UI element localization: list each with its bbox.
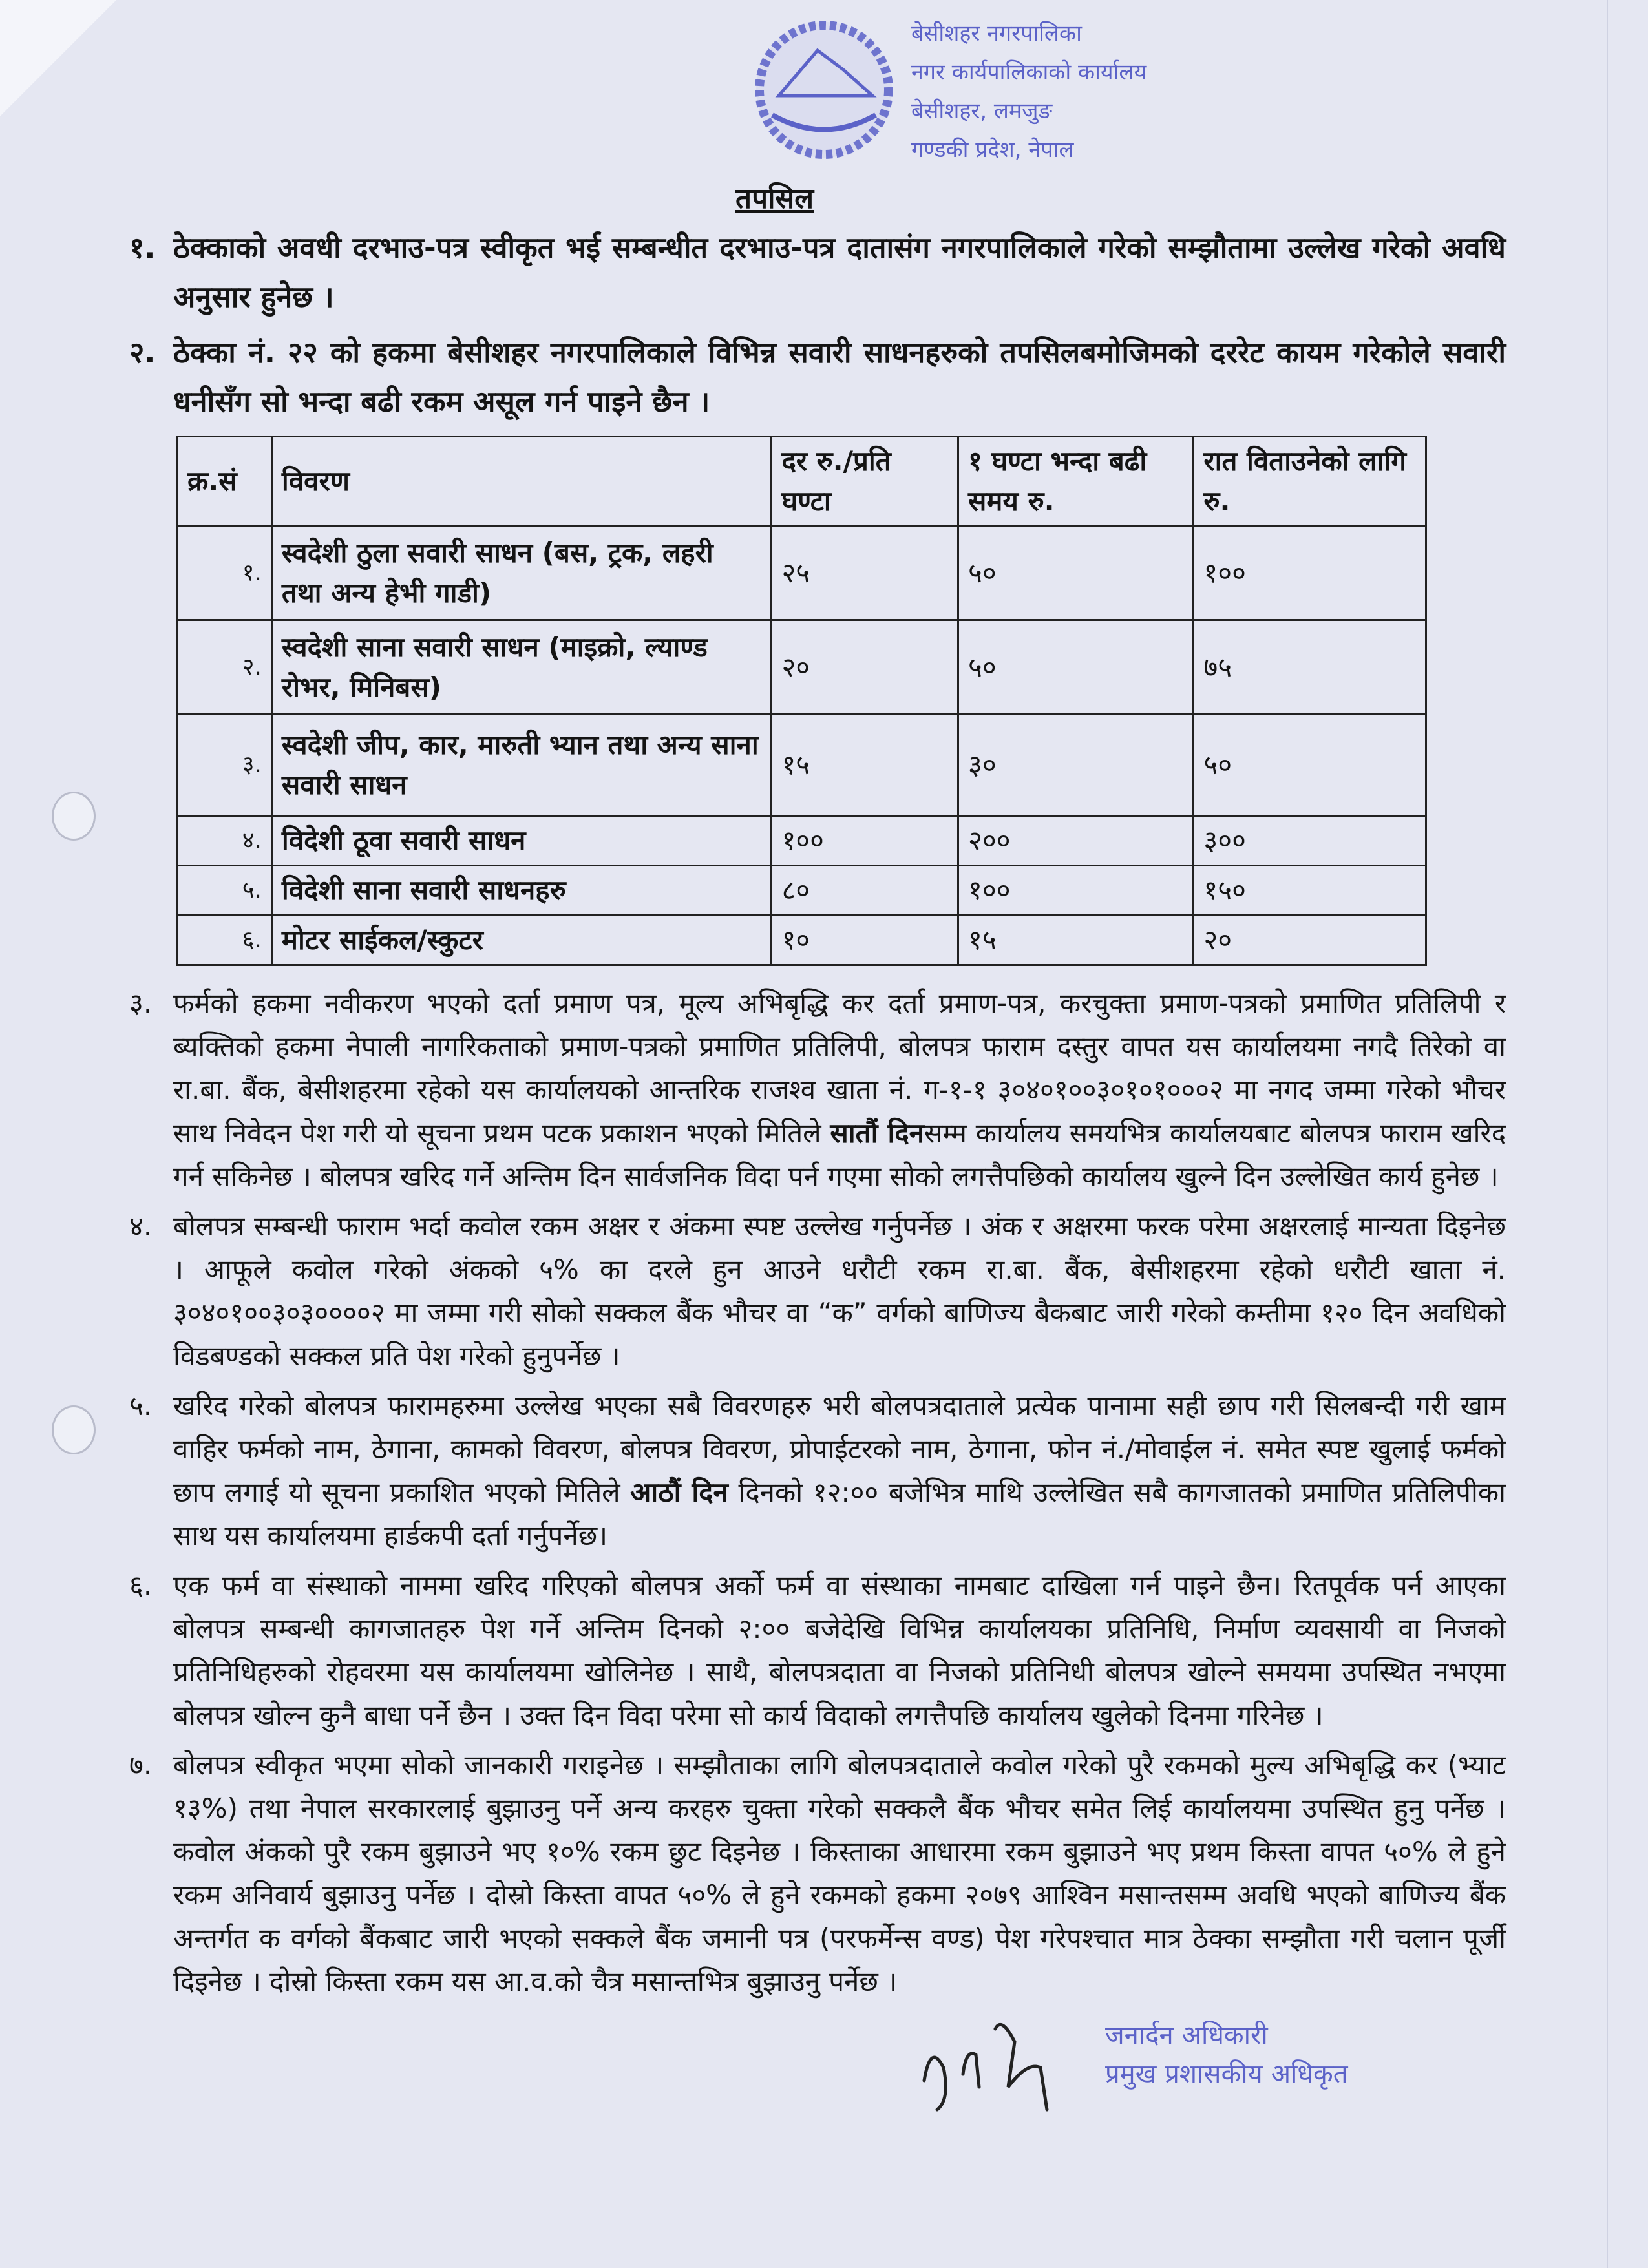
- item-number: ३.: [129, 987, 153, 1019]
- clause-text-part: सम्म कार्यालय समयभित्र कार्यालयबाट बोलपत्र फाराम खरिद गर्न सकिनेछ । बोलपत्र खरिद गर्ने अन्तिम दिन सार्वजनिक विदा पर्न गएमा सोको लगत्तैपछिको कार्यालय खुल्ने दिन उल्लेखित कार्य हुनेछ ।: [173, 1117, 1506, 1192]
- clause-text: बोलपत्र सम्बन्धी फाराम भर्दा कवोल रकम अक्षर र अंकमा स्पष्ट उल्लेख गर्नुपर्नेछ । अंक र अक्षरमा फरक परेमा अक्षरलाई मान्यता दिइनेछ । आफूले कवोल गरेको अंकको ५% का दरले हुन आउने धरौटी रकम रा.बा. बैंक, बेसीशहरमा रहेको धरौटी खाता नं. ३०४०१००३०३००००२ मा जम्मा गरी सोको सक्कल बैंक भौचर वा “क” वर्गको बाणिज्य बैकबाट जारी गरेको कम्तीमा १२० दिन अवधिको विडबण्डको सक्कल प्रति पेश गरेको हुनुपर्नेछ ।: [173, 1210, 1506, 1372]
- clause-2: [129, 328, 1506, 426]
- vehicle-rate-table: [176, 436, 1427, 966]
- header-sn: क्र.सं: [178, 437, 272, 527]
- cell-description: विदेशी ठूवा सवारी साधन: [271, 816, 772, 866]
- folded-corner: [0, 0, 116, 116]
- cell-extra: १००: [958, 866, 1194, 916]
- cell-rate: १५: [772, 715, 958, 816]
- item-number: ४.: [129, 1210, 153, 1242]
- clause-text-part: फर्मको हकमा नवीकरण भएको दर्ता प्रमाण पत्र, मूल्य अभिबृद्धि कर दर्ता प्रमाण-पत्र, करचुक्ता प्रमाण-पत्रको प्रमाणित प्रतिलिपी र ब्यक्तिको हकमा नेपाली नागरिकताको प्रमाण-पत्रको प्रमाणित प्रतिलिपी, बोलपत्र फाराम दस्तुर वापत यस कार्यालयमा नगदै तिरेको वा रा.बा. बैंक, बेसीशहरमा रहेको यस कार्यालयको आन्तरिक राजश्व खाता नं. ग-१-१ ३०४०१००३०१०१०००२ मा नगद जम्मा गरेको भौचर साथ निवेदन पेश गरी यो सूचना प्रथम पटक प्रकाशन भएको मितिले: [173, 987, 1506, 1149]
- cell-rate: १०: [772, 916, 958, 965]
- cell-extra: ५०: [958, 527, 1194, 620]
- clause-emphasis: सातौं दिन: [830, 1117, 924, 1149]
- cell-sn: ६.: [178, 916, 272, 965]
- stamp-line: बेसीशहर नगरपालिका: [911, 21, 1082, 47]
- cell-description: स्वदेशी ठुला सवारी साधन (बस, ट्रक, लहरी तथा अन्य हेभी गाडी): [271, 527, 772, 620]
- table-row: [178, 916, 1426, 965]
- officer-name-stamp: [1105, 2016, 1348, 2094]
- section-heading: तपसिल: [735, 182, 814, 215]
- cell-extra: ५०: [958, 620, 1194, 715]
- stamp-line: बेसीशहर, लमजुङ: [911, 98, 1053, 124]
- item-number: ७.: [129, 1749, 153, 1781]
- clause-5: [129, 1384, 1506, 1557]
- clause-1: [129, 224, 1506, 322]
- cell-description: विदेशी साना सवारी साधनहरु: [271, 866, 772, 916]
- clause-4: [129, 1204, 1506, 1378]
- signature-block: [918, 2016, 1506, 2113]
- cell-sn: १.: [178, 527, 272, 620]
- cell-rate: ८०: [772, 866, 958, 916]
- cell-overnight: २०: [1194, 916, 1426, 965]
- table-row: [178, 866, 1426, 916]
- cell-description: स्वदेशी साना सवारी साधन (माइक्रो, ल्याण्ड रोभर, मिनिबस): [271, 620, 772, 715]
- page-edge: [1607, 0, 1608, 2268]
- header-over-one-hour: १ घण्टा भन्दा बढी समय रु.: [958, 437, 1194, 527]
- clause-emphasis: आठौं दिन: [630, 1476, 728, 1508]
- office-emblem-stamp: [743, 5, 1234, 174]
- clause-text: एक फर्म वा संस्थाको नाममा खरिद गरिएको बोलपत्र अर्को फर्म वा संस्थाका नामबाट दाखिला गर्न पाइने छैन। रितपूर्वक पर्न आएका बोलपत्र सम्बन्धी कागजातहरु पेश गर्ने अन्तिम दिनको २:०० बजेदेखि विभिन्न कार्यालयका प्रतिनिधि, निर्माण व्यवसायी वा निजको प्रतिनिधिहरुको रोहवरमा यस कार्यालयमा खोलिनेछ । साथै, बोलपत्रदाता वा निजको प्रतिनिधी बोलपत्र खोल्ने समयमा उपस्थित नभएमा बोलपत्र खोल्न कुनै बाधा पर्ने छैन । उक्त दिन विदा परेमा सो कार्य विदाको लगत्तैपछि कार्यालय खुलेको दिनमा गरिनेछ ।: [173, 1570, 1506, 1731]
- clause-text: बोलपत्र स्वीकृत भएमा सोको जानकारी गराइनेछ । सम्झौताका लागि बोलपत्रदाताले कवोल गरेको पुरै रकमको मुल्य अभिबृद्धि कर (भ्याट १३%) तथा नेपाल सरकारलाई बुझाउनु पर्ने अन्य करहरु चुक्ता गरेको सक्कलै बैंक भौचर समेत लिई कार्यालयमा उपस्थित हुनु पर्नेछ । कवोल अंकको पुरै रकम बुझाउने भए १०% रकम छुट दिइनेछ । किस्ताका आधारमा रकम बुझाउने भए प्रथम किस्ता वापत ५०% ले हुने रकम अनिवार्य बुझाउनु पर्नेछ । दोस्रो किस्ता वापत ५०% ले हुने रकमको हकमा २०७९ आश्विन मसान्तसम्म अवधि भएको बाणिज्य बैंक अन्तर्गत क वर्गको बैंकबाट जारी भएको सक्कले बैंक जमानी पत्र (परफर्मेन्स वण्ड) पेश गरेपश्चात मात्र ठेक्का सम्झौता गरी चलान पूर्जी दिइनेछ । दोस्रो किस्ता रकम यस आ.व.को चैत्र मसान्तभित्र बुझाउनु पर्नेछ ।: [173, 1749, 1506, 1997]
- clause-text: [173, 1384, 1506, 1557]
- clause-3: [129, 982, 1506, 1198]
- cell-sn: ४.: [178, 816, 272, 866]
- cell-description: मोटर साईकल/स्कुटर: [271, 916, 772, 965]
- cell-extra: ३०: [958, 715, 1194, 816]
- table-row: [178, 715, 1426, 816]
- item-number: ५.: [129, 1390, 153, 1422]
- cell-overnight: ५०: [1194, 715, 1426, 816]
- cell-description: स्वदेशी जीप, कार, मारुती भ्यान तथा अन्य साना सवारी साधन: [271, 715, 772, 816]
- header-rate-per-hour: दर रु./प्रति घण्टा: [772, 437, 958, 527]
- cell-sn: ५.: [178, 866, 272, 916]
- cell-sn: ३.: [178, 715, 272, 816]
- cell-rate: २०: [772, 620, 958, 715]
- cell-rate: १००: [772, 816, 958, 866]
- clause-text-part: खरिद गरेको बोलपत्र फारामहरुमा उल्लेख भएका सबै विवरणहरु भरी बोलपत्रदाताले प्रत्येक पानामा सही छाप गरी सिलबन्दी गरी खाम वाहिर फर्मको नाम, ठेगाना, कामको विवरण, बोलपत्र विवरण, प्रोपाईटरको नाम, ठेगाना, फोन नं./मोवाईल नं. समेत स्पष्ट खुलाई फर्मको छाप लगाई यो सूचना प्रकाशित भएको मितिले: [173, 1390, 1506, 1508]
- cell-overnight: १५०: [1194, 866, 1426, 916]
- stamp-line: नगर कार्यपालिकाको कार्यालय: [911, 59, 1147, 85]
- clause-text: [173, 982, 1506, 1198]
- clause-text: ठेक्काको अवधी दरभाउ-पत्र स्वीकृत भई सम्बन्धीत दरभाउ-पत्र दातासंग नगरपालिकाले गरेको सम्झौतामा उल्लेख गरेको अवधि अनुसार हुनेछ ।: [173, 231, 1506, 314]
- clause-7: [129, 1743, 1506, 2003]
- table-row: [178, 620, 1426, 715]
- punch-hole: [52, 792, 96, 841]
- item-number: १.: [129, 231, 156, 265]
- table-header-row: [178, 437, 1426, 527]
- cell-overnight: १००: [1194, 527, 1426, 620]
- cell-rate: २५: [772, 527, 958, 620]
- item-number: ६.: [129, 1570, 153, 1601]
- header-overnight: रात विताउनेको लागि रु.: [1194, 437, 1426, 527]
- table-row: [178, 816, 1426, 866]
- cell-sn: २.: [178, 620, 272, 715]
- stamp-line: गण्डकी प्रदेश, नेपाल: [911, 137, 1074, 163]
- header-description: विवरण: [271, 437, 772, 527]
- cell-extra: १५: [958, 916, 1194, 965]
- document-body: [129, 181, 1506, 2113]
- table-row: [178, 527, 1426, 620]
- clause-text: ठेक्का नं. २२ को हकमा बेसीशहर नगरपालिकाले विभिन्न सवारी साधनहरुको तपसिलबमोजिमको दररेट कायम गरेकोले सवारी धनीसँग सो भन्दा बढी रकम असूल गर्न पाइने छैन ।: [173, 335, 1506, 419]
- clause-text-part: दिनको १२:०० बजेभित्र माथि उल्लेखित सबै कागजातको प्रमाणित प्रतिलिपीका साथ यस कार्यालयमा हार्डकपी दर्ता गर्नुपर्नेछ।: [173, 1476, 1506, 1551]
- item-number: २.: [129, 335, 156, 370]
- cell-overnight: ७५: [1194, 620, 1426, 715]
- cell-extra: २००: [958, 816, 1194, 866]
- cell-overnight: ३००: [1194, 816, 1426, 866]
- stamp-designation: प्रमुख प्रशासकीय अधिकृत: [1105, 2059, 1348, 2089]
- clause-6: [129, 1564, 1506, 1737]
- handwritten-signature: [918, 2016, 1086, 2113]
- punch-hole: [52, 1405, 96, 1454]
- stamp-name: जनार्दन अधिकारी: [1105, 2021, 1268, 2050]
